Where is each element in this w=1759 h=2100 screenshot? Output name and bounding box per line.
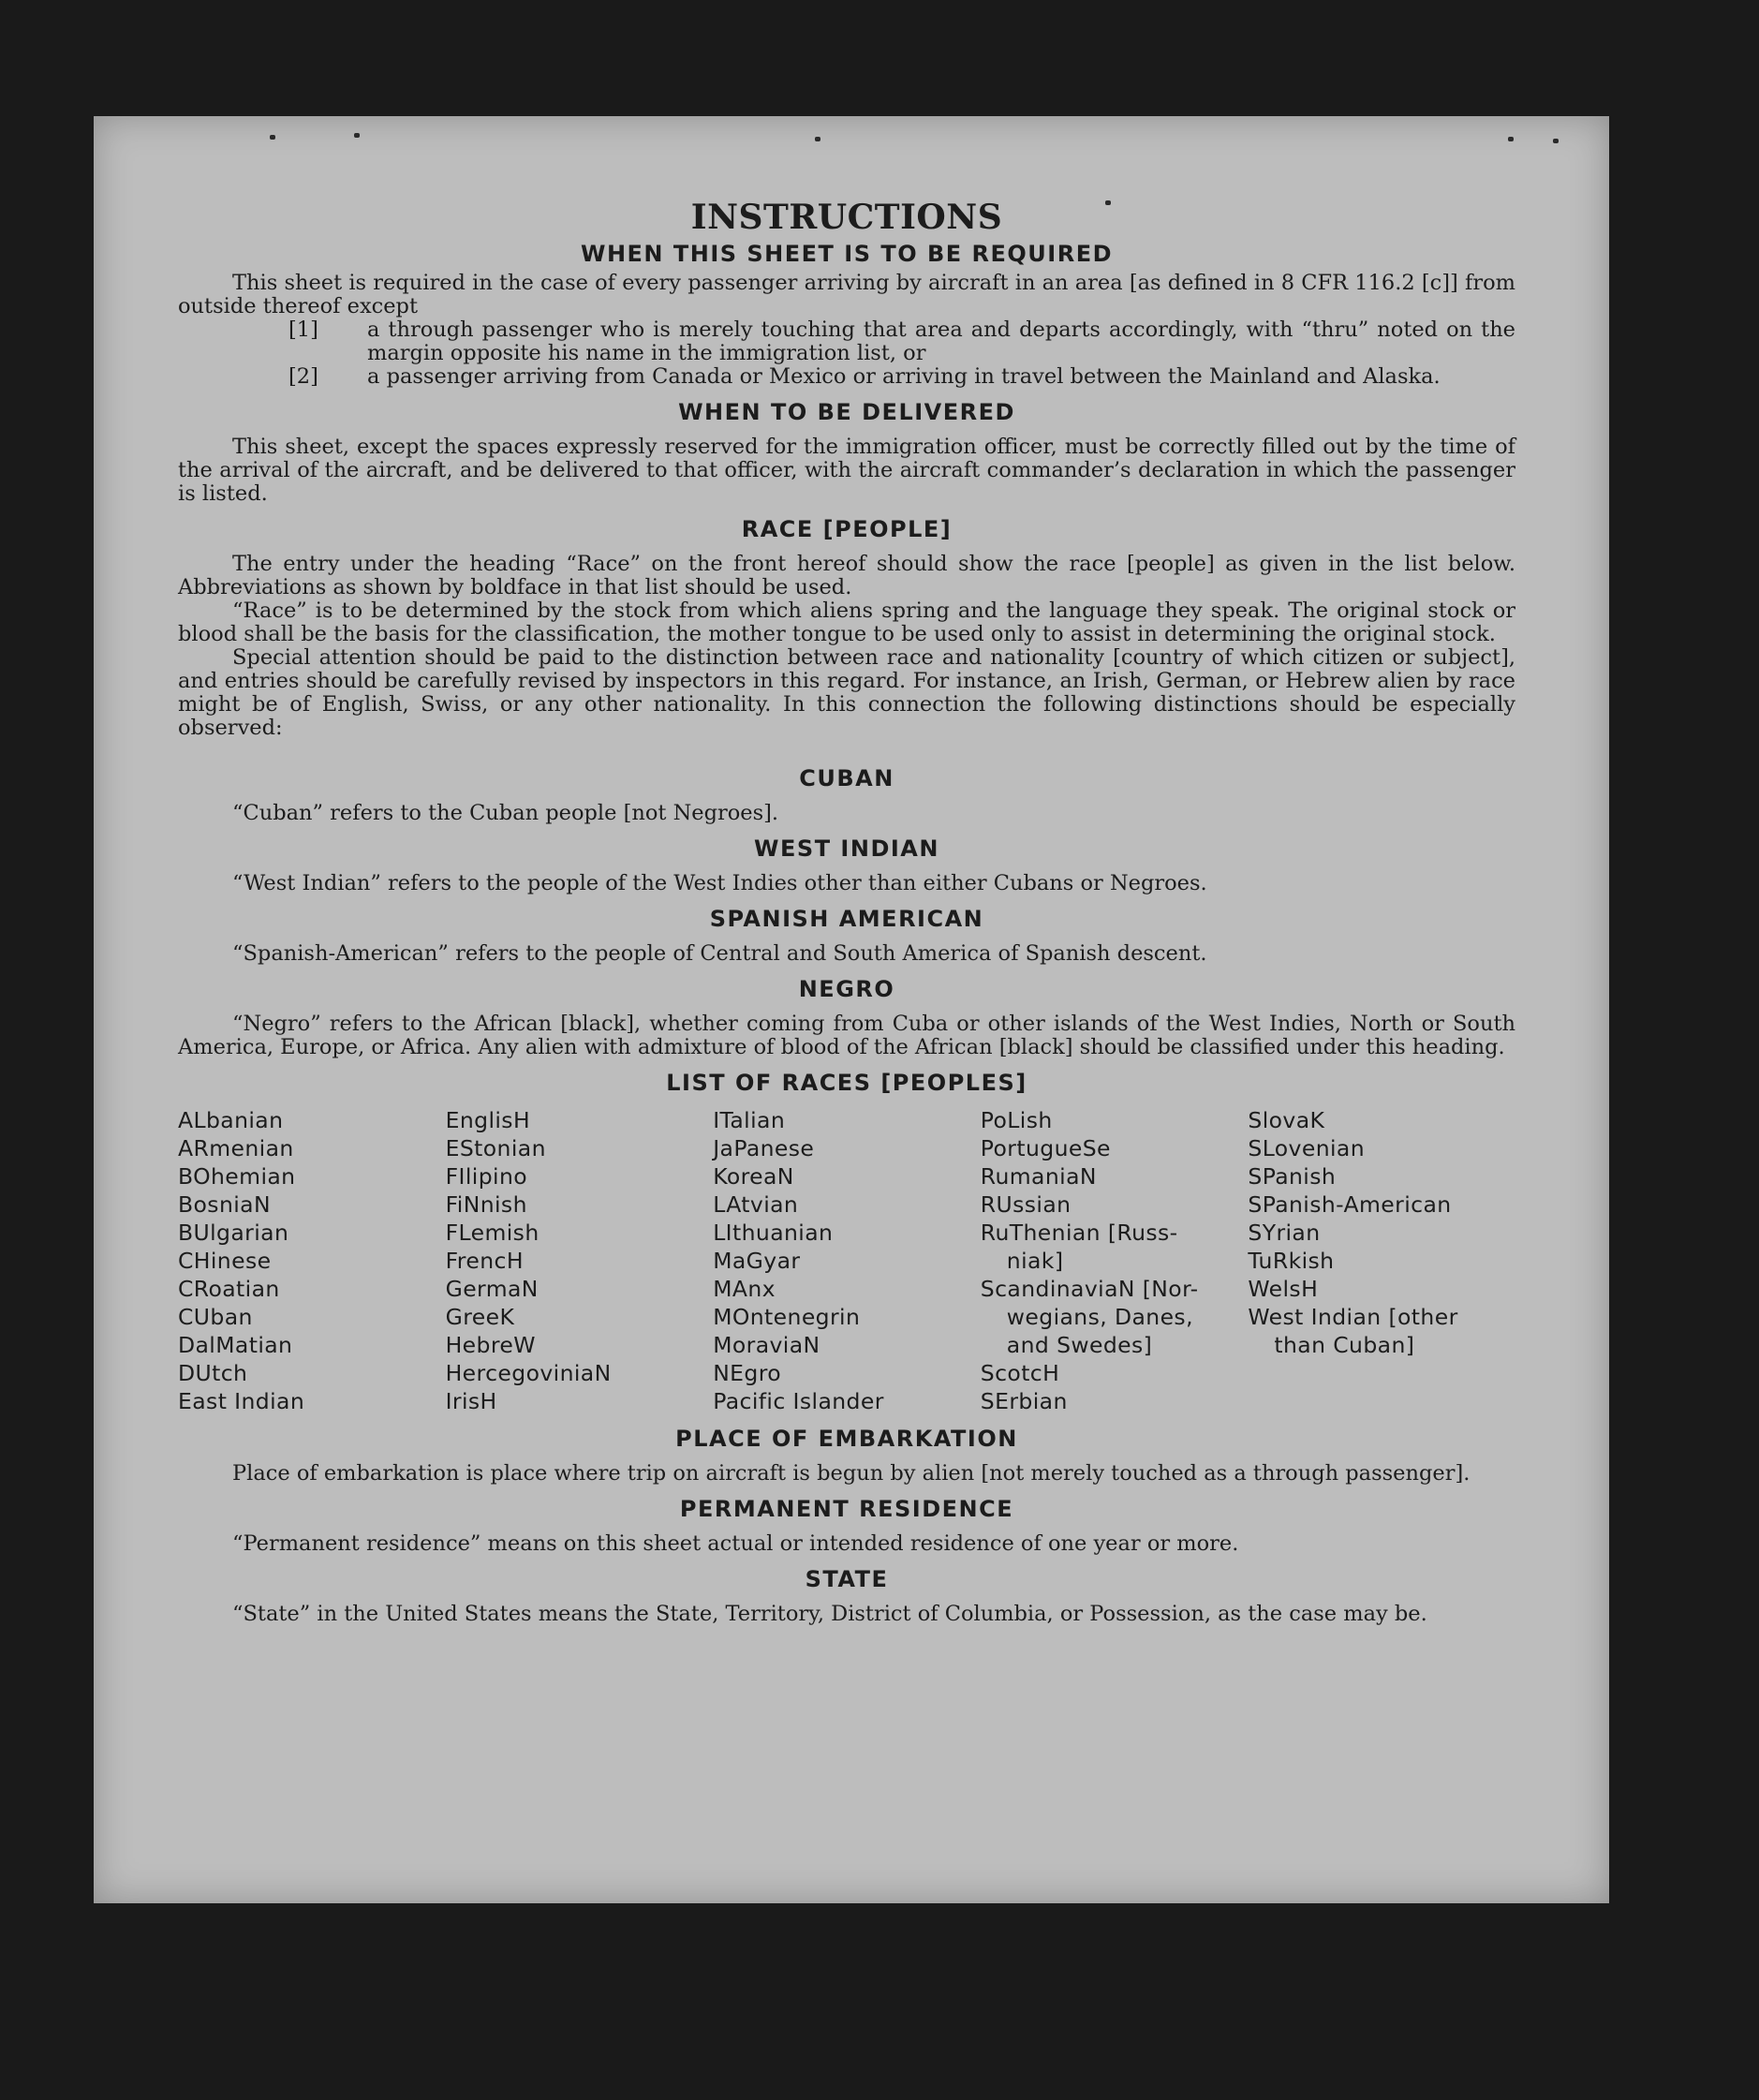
heading-west-indian: WEST INDIAN <box>754 836 939 862</box>
race-entry: EStonian <box>445 1135 546 1161</box>
heading-race: RACE [PEOPLE] <box>741 516 953 542</box>
race-entry: RumaniaN <box>980 1163 1097 1190</box>
race-entry: West Indian [other <box>1248 1304 1458 1330</box>
race-entry-continued: wegians, Danes, <box>1006 1304 1193 1330</box>
race-entry: FLemish <box>445 1220 540 1246</box>
race-entry: RuThenian [Russ- <box>980 1220 1178 1246</box>
race-entry: NEgro <box>713 1360 782 1386</box>
race-entry: PortugueSe <box>980 1135 1111 1161</box>
race-entry: CHinese <box>178 1248 272 1274</box>
exception-item <box>288 365 1515 389</box>
state-text: “State” in the United States means the State, Territory, District of Columbia, or Possession, as the case may be. <box>232 1602 1427 1626</box>
races-column-2 <box>446 1106 714 1415</box>
speck <box>815 137 820 141</box>
race-entry: SlovaK <box>1248 1107 1325 1133</box>
race-entry: HercegoviniaN <box>445 1360 612 1386</box>
heading-delivered: WHEN TO BE DELIVERED <box>678 399 1015 425</box>
race-entry: BOhemian <box>178 1163 296 1190</box>
race-entry: TuRkish <box>1248 1248 1335 1274</box>
speck <box>1508 137 1514 141</box>
race-entry: SPanish <box>1248 1163 1337 1190</box>
speck <box>1553 139 1559 143</box>
heading-permanent-residence: PERMANENT RESIDENCE <box>679 1496 1014 1522</box>
race-entry: LIthuanian <box>713 1220 834 1246</box>
heading-embarkation: PLACE OF EMBARKATION <box>675 1426 1018 1452</box>
delivered-text: This sheet, except the spaces expressly reserved for the immigration officer, must be correctly filled out by the time of the arrival of the aircraft, and be delivered to that officer, with the aircraft commander’s declaration in which the passenger is listed. <box>178 435 1515 506</box>
races-column-4 <box>981 1106 1249 1415</box>
exception-text: a passenger arriving from Canada or Mexico or arriving in travel between the Mainland and Alaska. <box>367 364 1441 389</box>
race-paragraph-2: “Race” is to be determined by the stock from which aliens spring and the language they speak. The original stock or blood shall be the basis for the classification, the mother tongue to be used only to assist in determining the original stock. <box>178 599 1515 646</box>
race-entry: CUban <box>178 1304 253 1330</box>
race-entry: HebreW <box>445 1332 536 1358</box>
race-entry: ScandinaviaN [Nor- <box>980 1276 1199 1302</box>
spanish-american-text: “Spanish-American” refers to the people of Central and South America of Spanish descent. <box>232 941 1207 966</box>
race-entry: ScotcH <box>980 1360 1060 1386</box>
race-entry: GermaN <box>445 1276 539 1302</box>
race-entry: CRoatian <box>178 1276 280 1302</box>
race-paragraph-1: The entry under the heading “Race” on the front hereof should show the race [people] as given in the list below. Abbreviations as shown by boldface in that list should be used. <box>178 552 1515 599</box>
race-entry: FIlipino <box>445 1163 528 1190</box>
race-entry: PoLish <box>980 1107 1053 1133</box>
race-entry: JaPanese <box>713 1135 815 1161</box>
race-entry: FrencH <box>445 1248 524 1274</box>
races-list <box>178 1106 1515 1415</box>
heading-negro: NEGRO <box>798 976 895 1002</box>
speck <box>270 135 275 140</box>
negro-text: “Negro” refers to the African [black], whether coming from Cuba or other islands of the West Indies, North or South America, Europe, or Africa. Any alien with admixture of blood of the African [black] should be classified under this heading. <box>178 1012 1515 1059</box>
race-entry: EnglisH <box>445 1107 531 1133</box>
race-paragraph-3: Special attention should be paid to the distinction between race and nationality [country of which citizen or subject], and entries should be carefully revised by inspectors in this regard. For instance, an Irish, German, or Hebrew alien by race might be of English, Swiss, or any other nationality. In this connection the following distinctions should be especially observed: <box>178 645 1515 740</box>
races-column-1 <box>178 1106 446 1415</box>
race-entry: BosniaN <box>178 1191 271 1218</box>
exception-text: a through passenger who is merely touching that area and departs accordingly, with “thru” noted on the margin opposite his name in the immigration list, or <box>367 318 1515 365</box>
race-entry: Pacific Islander <box>713 1388 884 1414</box>
race-entry: KoreaN <box>713 1163 794 1190</box>
race-entry: ARmenian <box>178 1135 294 1161</box>
race-entry: MoraviaN <box>713 1332 820 1358</box>
race-entry: ITalian <box>713 1107 786 1133</box>
exception-number: [2] <box>288 364 318 389</box>
west-indian-text: “West Indian” refers to the people of the West Indies other than either Cubans or Negroes. <box>232 871 1207 895</box>
exception-number: [1] <box>288 318 318 342</box>
race-entry: LAtvian <box>713 1191 799 1218</box>
races-column-5 <box>1248 1106 1515 1415</box>
race-entry: GreeK <box>445 1304 515 1330</box>
instructions-content <box>178 197 1515 1626</box>
race-entry: SYrian <box>1248 1220 1321 1246</box>
race-entry: DUtch <box>178 1360 248 1386</box>
heading-spanish-american: SPANISH AMERICAN <box>709 906 984 932</box>
race-entry-continued: niak] <box>1006 1248 1064 1274</box>
race-entry: DalMatian <box>178 1332 293 1358</box>
race-entry: MaGyar <box>713 1248 801 1274</box>
race-entry: MAnx <box>713 1276 776 1302</box>
instruction-sheet <box>94 116 1609 1903</box>
race-entry: MOntenegrin <box>713 1304 861 1330</box>
heading-state: STATE <box>805 1566 889 1592</box>
speck <box>354 133 360 138</box>
heading-cuban: CUBAN <box>799 765 894 791</box>
race-entry: WelsH <box>1248 1276 1319 1302</box>
race-entry-continued: than Cuban] <box>1274 1332 1415 1358</box>
race-entry: RUssian <box>980 1191 1072 1218</box>
race-entry: SErbian <box>980 1388 1068 1414</box>
embarkation-text: Place of embarkation is place where trip on aircraft is begun by alien [not merely touched as a through passenger]. <box>232 1461 1471 1486</box>
races-column-3 <box>713 1106 981 1415</box>
required-intro: This sheet is required in the case of every passenger arriving by aircraft in an area [as defined in 8 CFR 116.2 [c]] from outside thereof except <box>178 271 1515 318</box>
race-entry: ALbanian <box>178 1107 284 1133</box>
permanent-residence-text: “Permanent residence” means on this sheet actual or intended residence of one year or more. <box>232 1531 1239 1556</box>
race-entry: FiNnish <box>445 1191 527 1218</box>
heading-required: WHEN THIS SHEET IS TO BE REQUIRED <box>580 241 1114 267</box>
exceptions-list <box>178 318 1515 389</box>
race-entry: SLovenian <box>1248 1135 1366 1161</box>
page-title: INSTRUCTIONS <box>690 198 1003 237</box>
race-entry: SPanish-American <box>1248 1191 1452 1218</box>
race-entry: IrisH <box>445 1388 497 1414</box>
cuban-text: “Cuban” refers to the Cuban people [not Negroes]. <box>232 801 779 825</box>
race-entry: BUlgarian <box>178 1220 289 1246</box>
heading-list-of-races: LIST OF RACES [PEOPLES] <box>666 1070 1027 1096</box>
race-entry-continued: and Swedes] <box>1006 1332 1153 1358</box>
exception-item <box>288 318 1515 365</box>
race-entry: East Indian <box>178 1388 305 1414</box>
